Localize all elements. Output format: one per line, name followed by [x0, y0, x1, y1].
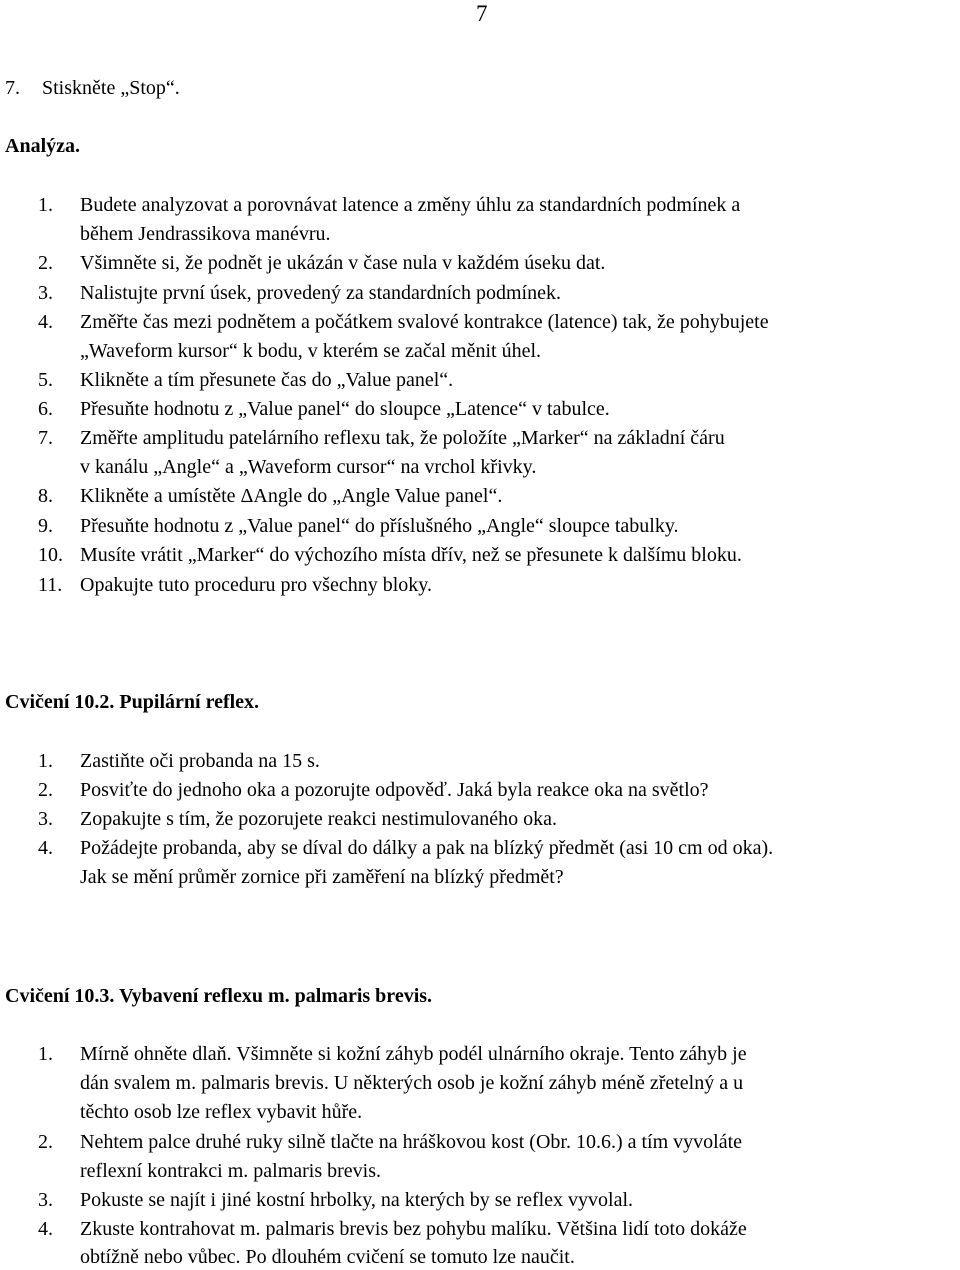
- list-item-text: Opakujte tuto proceduru pro všechny bloky.: [80, 574, 432, 596]
- list-item-text: Změřte amplitudu patelárního reflexu tak, že položíte „Marker“ na základní čáru: [80, 427, 725, 449]
- list-item-text: Požádejte probanda, aby se díval do dálky a pak na blízký předmět (asi 10 cm od oka).: [80, 837, 774, 859]
- list-item-number: 3.: [38, 282, 53, 304]
- list-item-number: 2.: [38, 1131, 53, 1153]
- page-number: 7: [476, 1, 488, 26]
- list-item-text: Jak se mění průměr zornice při zaměření na blízký předmět?: [80, 866, 564, 888]
- list-item-number: 9.: [38, 515, 53, 537]
- list-item-text: „Waveform kursor“ k bodu, v kterém se začal měnit úhel.: [80, 340, 541, 362]
- list-item-number: 3.: [38, 1189, 53, 1211]
- list-item-text: Zkuste kontrahovat m. palmaris brevis bez pohybu malíku. Většina lidí toto dokáže: [80, 1218, 747, 1240]
- list-item-text: Klikněte a umístěte ΔAngle do „Angle Value panel“.: [80, 485, 503, 507]
- list-item-text: Pokuste se najít i jiné kostní hrbolky, na kterých by se reflex vyvolal.: [80, 1189, 634, 1211]
- list-item-text: Zopakujte s tím, že pozorujete reakci nestimulovaného oka.: [80, 808, 558, 830]
- list-item-text: v kanálu „Angle“ a „Waveform cursor“ na vrchol křivky.: [80, 456, 537, 478]
- list-item-text: dán svalem m. palmaris brevis. U některých osob je kožní záhyb méně zřetelný a u: [80, 1072, 744, 1094]
- list-item-text: Posviťte do jednoho oka a pozorujte odpověď. Jaká byla reakce oka na světlo?: [80, 779, 709, 801]
- list-item-number: 1.: [38, 194, 53, 216]
- list-item-number: 6.: [38, 398, 53, 420]
- list-item-number: 4.: [38, 311, 53, 333]
- list-item-text: těchto osob lze reflex vybavit hůře.: [80, 1101, 363, 1123]
- list-item-number: 1.: [38, 1043, 53, 1065]
- list-item-number: 10.: [38, 544, 63, 566]
- list-item-number: 5.: [38, 369, 53, 391]
- list-item-number: 3.: [38, 808, 53, 830]
- list-item-number: 1.: [38, 750, 53, 772]
- list-item-number: 4.: [38, 1218, 53, 1240]
- list-item-number: 11.: [38, 574, 63, 596]
- list-item-number: 4.: [38, 837, 53, 859]
- list-item-text: Musíte vrátit „Marker“ do výchozího místa dřív, než se přesunete k dalšímu bloku.: [80, 544, 742, 566]
- list-item-text: Stiskněte „Stop“.: [42, 77, 180, 99]
- list-item-text: Mírně ohněte dlaň. Všimněte si kožní záhyb podél ulnárního okraje. Tento záhyb je: [80, 1043, 747, 1065]
- list-item-text: Přesuňte hodnotu z „Value panel“ do sloupce „Latence“ v tabulce.: [80, 398, 610, 420]
- list-item-text: během Jendrassikova manévru.: [80, 223, 331, 245]
- list-item-text: obtížně nebo vůbec. Po dlouhém cvičení se tomuto lze naučit.: [80, 1246, 575, 1268]
- list-item-text: Všimněte si, že podnět je ukázán v čase nula v každém úseku dat.: [80, 252, 606, 274]
- list-item-text: Zastiňte oči probanda na 15 s.: [80, 750, 320, 772]
- section-heading-exercise-10-3: Cvičení 10.3. Vybavení reflexu m. palmaris brevis.: [5, 985, 433, 1007]
- list-item-number: 8.: [38, 485, 53, 507]
- list-item-text: reflexní kontrakci m. palmaris brevis.: [80, 1160, 382, 1182]
- list-item-number: 2.: [38, 252, 53, 274]
- list-item-text: Klikněte a tím přesunete čas do „Value panel“.: [80, 369, 454, 391]
- list-item-text: Přesuňte hodnotu z „Value panel“ do příslušného „Angle“ sloupce tabulky.: [80, 515, 679, 537]
- list-item-number: 7.: [5, 77, 20, 99]
- section-heading-exercise-10-2: Cvičení 10.2. Pupilární reflex.: [5, 691, 260, 713]
- list-item-text: Budete analyzovat a porovnávat latence a změny úhlu za standardních podmínek a: [80, 194, 741, 216]
- list-item-number: 2.: [38, 779, 53, 801]
- list-item-text: Změřte čas mezi podnětem a počátkem svalové kontrakce (latence) tak, že pohybujete: [80, 311, 769, 333]
- section-heading-analysis: Analýza.: [5, 135, 80, 157]
- list-item-text: Nehtem palce druhé ruky silně tlačte na hráškovou kost (Obr. 10.6.) a tím vyvoláte: [80, 1131, 743, 1153]
- list-item-number: 7.: [38, 427, 53, 449]
- list-item-text: Nalistujte první úsek, provedený za standardních podmínek.: [80, 282, 561, 304]
